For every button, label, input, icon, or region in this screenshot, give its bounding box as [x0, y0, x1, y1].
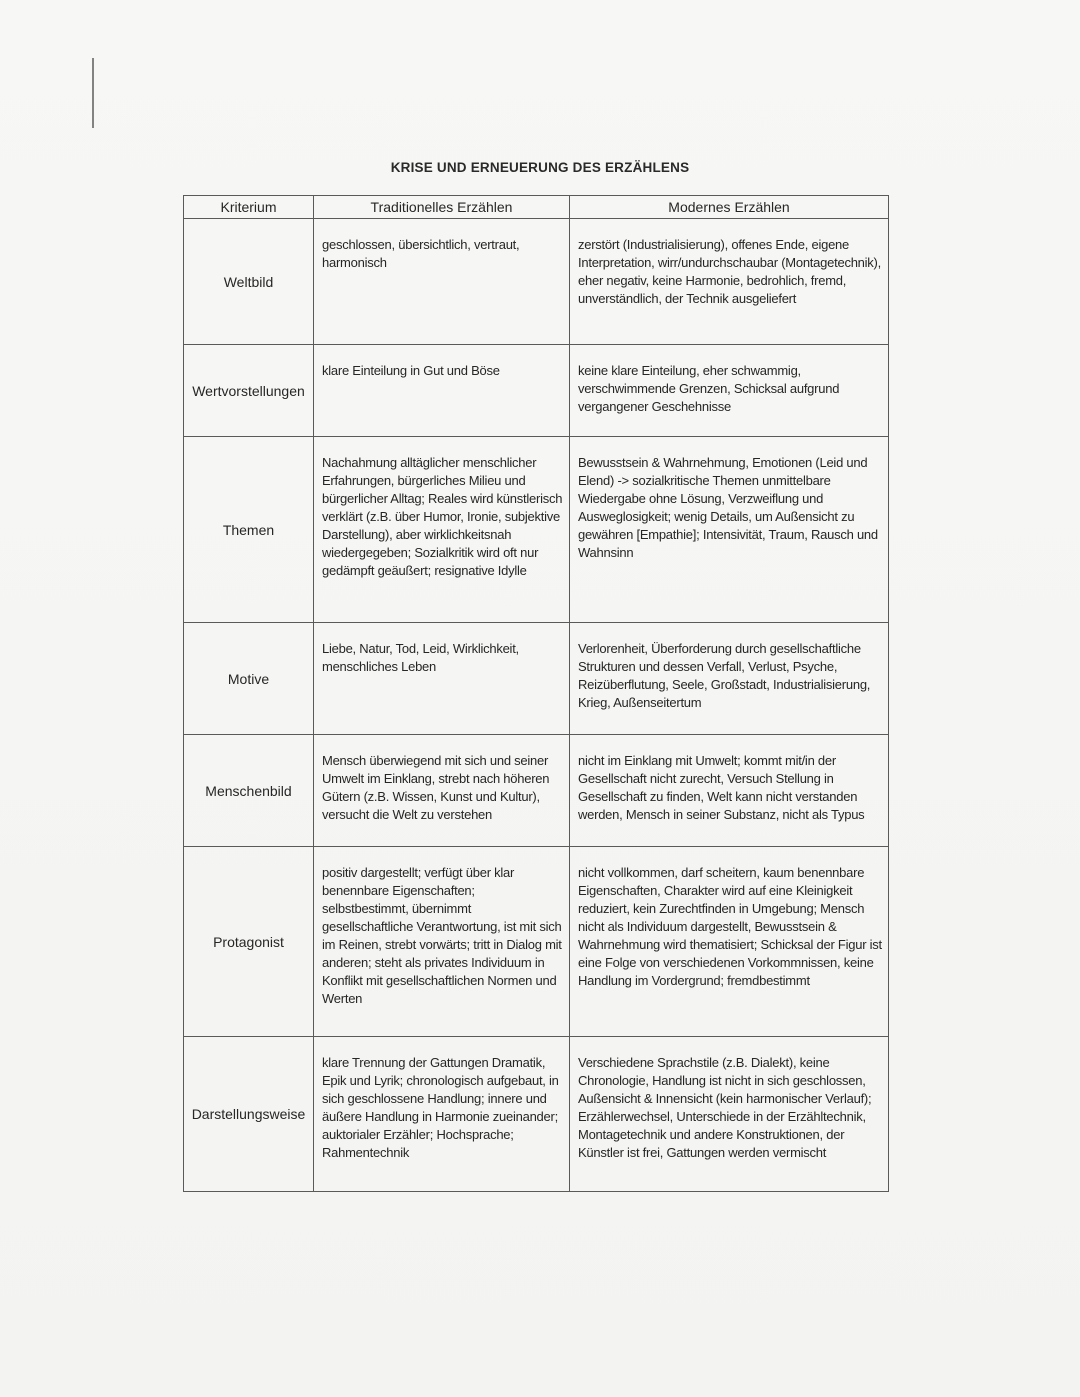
criterion-cell: Wertvorstellungen: [184, 345, 314, 437]
comparison-table: [183, 195, 889, 1192]
modern-cell: Verlorenheit, Überforderung durch gesellschaftliche Strukturen und dessen Verfall, Verlust, Psyche, Reizüberflutung, Seele, Großstadt, Industrialisierung, Krieg, Außenseitertum: [570, 623, 889, 735]
criterion-cell: Weltbild: [184, 219, 314, 345]
header-criterion: Kriterium: [184, 196, 314, 219]
table-row-menschenbild: [184, 735, 889, 847]
traditional-cell: Liebe, Natur, Tod, Leid, Wirklichkeit, menschliches Leben: [314, 623, 570, 735]
criterion-cell: Motive: [184, 623, 314, 735]
table-row-themen: [184, 437, 889, 623]
document-title: KRISE UND ERNEUERUNG DES ERZÄHLENS: [390, 160, 690, 175]
header-modern: Modernes Erzählen: [570, 196, 889, 219]
criterion-cell: Darstellungsweise: [184, 1037, 314, 1192]
table-row-darstellungsweise: [184, 1037, 889, 1192]
traditional-cell: positiv dargestellt; verfügt über klar benennbare Eigenschaften; selbstbestimmt, übernimmt gesellschaftliche Verantwortung, ist mit sich im Reinen, strebt vorwärts; tritt in Dialog mit anderen; steht als privates Individuum in Konflikt mit gesellschaftlichen Normen und Werten: [314, 847, 570, 1037]
table-row-wertvorstellungen: [184, 345, 889, 437]
modern-cell: zerstört (Industrialisierung), offenes Ende, eigene Interpretation, wirr/undurchschaubar (Montagetechnik), eher negativ, keine Harmonie, bedrohlich, fremd, unverständlich, der Technik ausgeliefert: [570, 219, 889, 345]
table-header-row: [184, 196, 889, 219]
traditional-cell: geschlossen, übersichtlich, vertraut, harmonisch: [314, 219, 570, 345]
modern-cell: keine klare Einteilung, eher schwammig, verschwimmende Grenzen, Schicksal aufgrund vergangener Geschehnisse: [570, 345, 889, 437]
criterion-cell: Themen: [184, 437, 314, 623]
modern-cell: nicht im Einklang mit Umwelt; kommt mit/in der Gesellschaft nicht zurecht, Versuch Stellung in Gesellschaft zu finden, Welt kann nicht verstanden werden, Mensch in seiner Substanz, nicht als Typus: [570, 735, 889, 847]
traditional-cell: Mensch überwiegend mit sich und seiner Umwelt im Einklang, strebt nach höheren Gütern (z.B. Wissen, Kunst und Kultur), versucht die Welt zu verstehen: [314, 735, 570, 847]
traditional-cell: klare Trennung der Gattungen Dramatik, Epik und Lyrik; chronologisch aufgebaut, in sich geschlossene Handlung; innere und äußere Handlung in Harmonie zueinander; auktorialer Erzähler; Hochsprache; Rahmentechnik: [314, 1037, 570, 1192]
traditional-cell: Nachahmung alltäglicher menschlicher Erfahrungen, bürgerliches Milieu und bürgerlicher Alltag; Reales wird künstlerisch verklärt (z.B. über Humor, Ironie, subjektive Darstellung), aber wirklichkeitsnah wiedergegeben; Sozialkritik wird oft nur gedämpft geäußert; resignative Idylle: [314, 437, 570, 623]
modern-cell: Verschiedene Sprachstile (z.B. Dialekt), keine Chronologie, Handlung ist nicht in sich geschlossen, Außensicht & Innensicht (kein harmonischer Verlauf); Erzählerwechsel, Unterschiede in der Erzähltechnik, Montagetechnik und andere Konstruktionen, der Künstler ist frei, Gattungen werden vermischt: [570, 1037, 889, 1192]
table-row-protagonist: [184, 847, 889, 1037]
table-row-weltbild: [184, 219, 889, 345]
page-edge-mark: [92, 58, 94, 128]
modern-cell: Bewusstsein & Wahrnehmung, Emotionen (Leid und Elend) -> sozialkritische Themen unmittelbare Wiedergabe ohne Lösung, Verzweiflung und Ausweglosigkeit; wenig Details, um Außensicht zu gewähren [Empathie]; Intensivität, Traum, Rausch und Wahnsinn: [570, 437, 889, 623]
traditional-cell: klare Einteilung in Gut und Böse: [314, 345, 570, 437]
criterion-cell: Menschenbild: [184, 735, 314, 847]
table-row-motive: [184, 623, 889, 735]
header-traditional: Traditionelles Erzählen: [314, 196, 570, 219]
modern-cell: nicht vollkommen, darf scheitern, kaum benennbare Eigenschaften, Charakter wird auf eine Kleinigkeit reduziert, kein Zurechtfinden in Umgebung; Mensch nicht als Individuum dargestellt, Bewusstsein & Wahrnehmung wird thematisiert; Schicksal der Figur ist eine Folge von verschiedenen Vorkommnissen, keine Handlung im Vordergrund; fremdbestimmt: [570, 847, 889, 1037]
criterion-cell: Protagonist: [184, 847, 314, 1037]
